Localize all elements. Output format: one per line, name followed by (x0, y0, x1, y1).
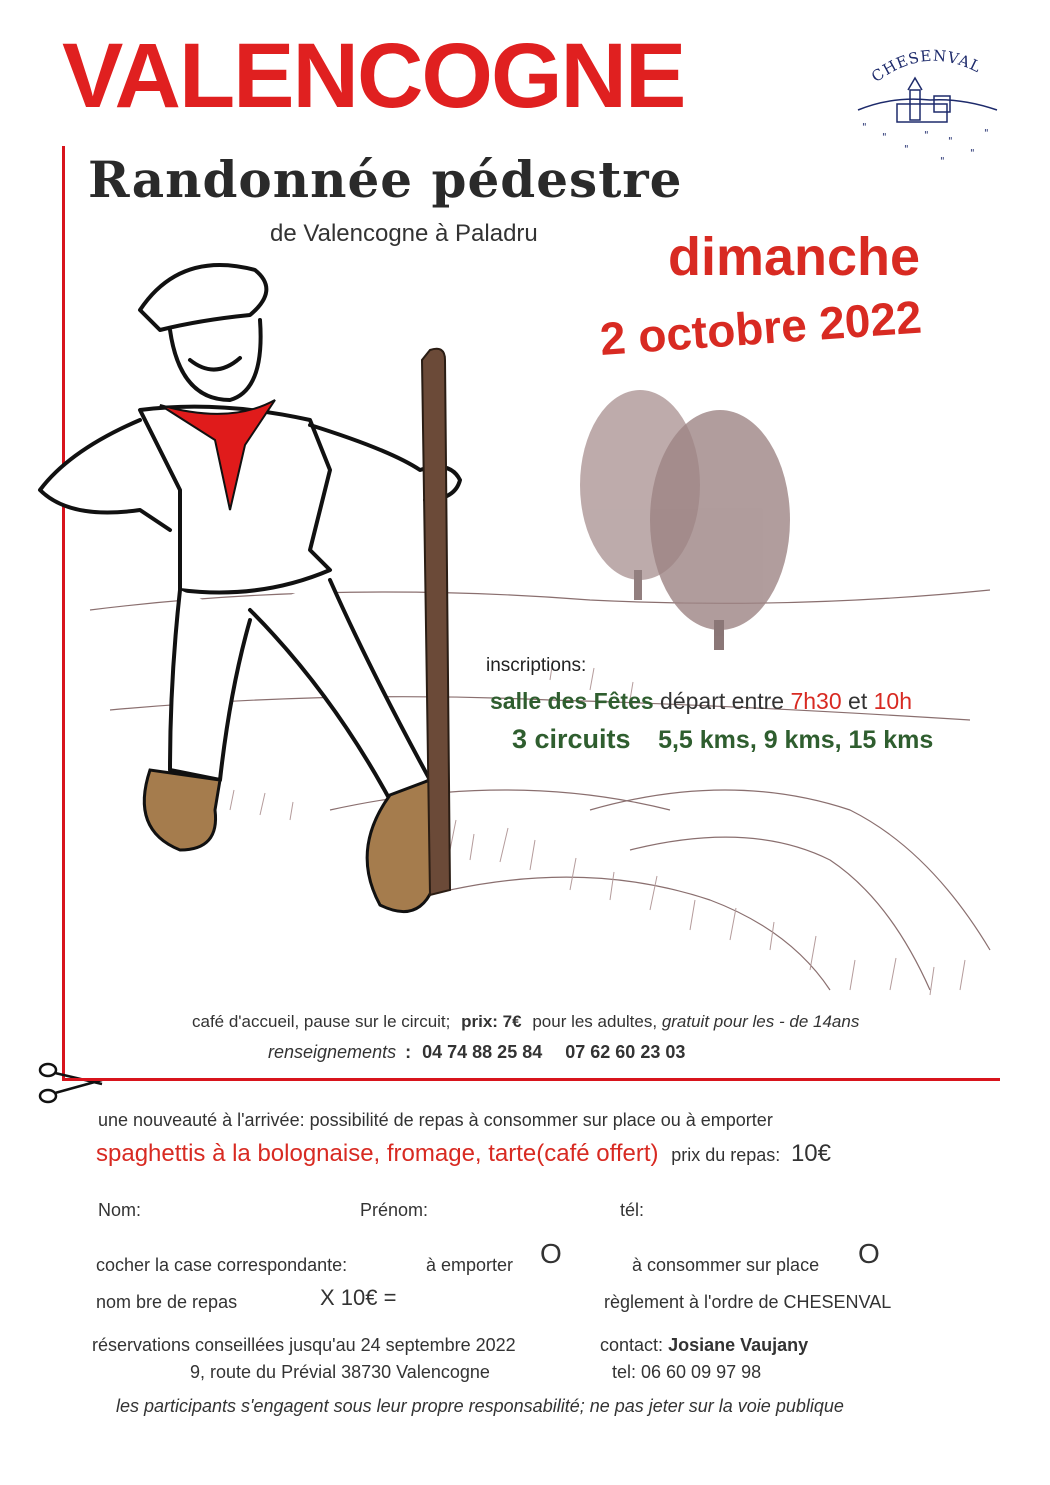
time-end: 10h (873, 688, 912, 714)
venue-name: salle des Fêtes (490, 688, 654, 714)
firstname-label: Prénom: (360, 1200, 429, 1220)
svg-text:": " (924, 130, 929, 141)
price-free: gratuit pour les - de 14ans (661, 1012, 860, 1031)
departure-line (490, 688, 912, 715)
check-label: cocher la case correspondante: (96, 1255, 348, 1275)
contact-block (600, 1335, 808, 1356)
takeaway-checkbox[interactable]: O (540, 1238, 562, 1269)
departure-prefix: départ entre (660, 688, 785, 714)
reservation-text: réservations conseillées jusqu'au 24 septembre 2022 (92, 1335, 516, 1355)
svg-text:": " (882, 132, 887, 143)
contact-name: Josiane Vaujany (668, 1335, 809, 1355)
tree-right (650, 410, 790, 650)
name-label: Nom: (98, 1200, 142, 1220)
cafe-text: café d'accueil, pause sur le circuit; (192, 1012, 451, 1031)
time-connector: et (848, 688, 868, 714)
hiker-illustration (30, 250, 1010, 1010)
contact-tel: tel: 06 60 09 97 98 (612, 1362, 762, 1382)
meal-price-label: prix du repas: (671, 1145, 781, 1165)
phone-1: 04 74 88 25 84 (422, 1042, 543, 1062)
svg-text:": " (970, 148, 975, 159)
event-day: dimanche (668, 227, 921, 287)
svg-text:CHESENVAL: CHESENVAL (868, 46, 985, 86)
cafe-price-line (192, 1012, 859, 1032)
hiker-figure (40, 265, 460, 800)
price-adults: pour les adultes, (532, 1012, 658, 1031)
meal-price: 10€ (790, 1140, 831, 1167)
cut-line (62, 1078, 1000, 1081)
payment-label: règlement à l'ordre de CHESENVAL (604, 1292, 892, 1312)
svg-text:": " (940, 156, 945, 167)
novelty-text: une nouveauté à l'arrivée: possibilité de repas à consommer sur place ou à emporter (98, 1110, 773, 1130)
meals-calc: X 10€ = (320, 1285, 397, 1310)
subtitle: Randonnée pédestre (88, 150, 683, 209)
route-text: de Valencogne à Paladru (270, 220, 538, 247)
event-date: 2 octobre 2022 (598, 290, 924, 365)
contact-line: renseignements : 04 74 88 25 84 07 62 60 23 03 (268, 1042, 686, 1062)
price-label: prix: 7€ (461, 1012, 522, 1031)
time-start: 7h30 (790, 688, 842, 714)
svg-text:": " (904, 144, 909, 155)
address-text: 9, route du Prévial 38730 Valencogne (190, 1362, 490, 1382)
circuits-line (512, 724, 933, 755)
menu-line (96, 1140, 831, 1168)
phone-2: 07 62 60 23 03 (565, 1042, 686, 1062)
svg-text:": " (984, 128, 989, 139)
disclaimer-text: les participants s'engagent sous leur propre responsabilité; ne pas jeter sur la voie publique (116, 1396, 844, 1416)
circuits-distances: 5,5 kms, 9 kms, 15 kms (658, 726, 934, 754)
chesenval-logo (852, 40, 1002, 170)
phone-field-label: tél: (620, 1200, 645, 1220)
meals-count-label: nom bre de repas (96, 1292, 238, 1312)
circuits-label: 3 circuits (512, 724, 631, 754)
menu-text: spaghettis à la bolognaise, fromage, tarte(café offert) (96, 1140, 659, 1167)
scissors-icon (34, 1060, 104, 1106)
left-shoe (144, 770, 220, 850)
onsite-label: à consommer sur place (632, 1255, 820, 1275)
poster-title: VALENCOGNE (62, 25, 685, 127)
takeaway-label: à emporter (426, 1255, 514, 1275)
svg-text:": " (862, 122, 867, 133)
inscriptions-label: inscriptions: (486, 655, 587, 676)
onsite-checkbox[interactable]: O (858, 1238, 880, 1269)
svg-text:": " (948, 136, 953, 147)
contact-label: renseignements (268, 1042, 397, 1062)
contact-prefix: contact: (600, 1335, 664, 1355)
